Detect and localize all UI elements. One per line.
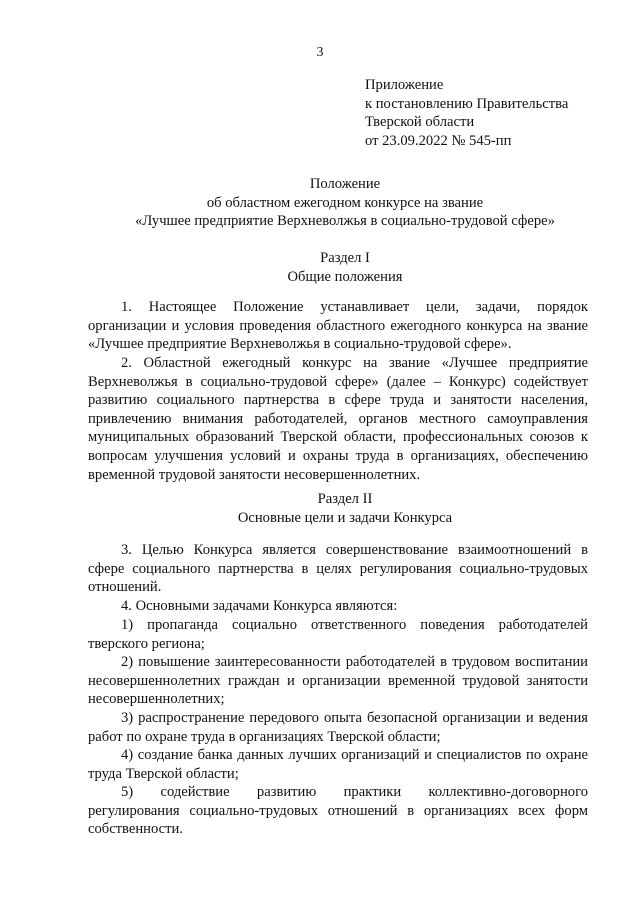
appendix-block <box>365 76 568 150</box>
page-number: 3 <box>316 45 324 60</box>
list-item: 3) распространение передового опыта безопасной организации и ведения работ по охране труда в организациях Тверской области; <box>88 710 588 745</box>
section-2-heading <box>96 490 594 528</box>
title-line: об областном ежегодном конкурсе на звание <box>206 194 484 211</box>
title-line: Положение <box>309 176 381 192</box>
paragraph: 2. Областной ежегодный конкурс на звание «Лучшее предприятие Верхневолжья в социально-трудовой сфере» (далее – Конкурс) содействует развитию социального партнерства в сфере труда и занятости населения, привлечению внимания работодателей, органов местного самоуправления муниципальных образований Тверской области, профессиональных союзов к вопросам улучшения условий и охраны труда в организациях, обеспечению временной трудовой занятости несовершеннолетних. <box>88 355 588 483</box>
section-1-heading <box>96 249 594 287</box>
section-name: Общие положения <box>287 268 403 285</box>
document-title <box>96 175 594 231</box>
appendix-line: Тверской области <box>365 114 475 131</box>
list-item: 5) содействие развитию практики коллективно-договорного регулирования социально-трудовых отношений в организациях всех форм собственности. <box>88 784 588 838</box>
paragraph: 3. Целью Конкурса является совершенствование взаимоотношений в сфере социального партнерства в целях регулирования социально-трудовых отношений. <box>88 542 588 596</box>
list-item: 2) повышение заинтересованности работодателей в трудовом воспитании несовершеннолетних граждан и организации временной трудовой занятости несовершеннолетних; <box>88 654 588 708</box>
paragraph: 1. Настоящее Положение устанавливает цели, задачи, порядок организации и условия проведения областного ежегодного конкурса на звание «Лучшее предприятие Верхневолжья в социально-трудовой сфере». <box>88 299 588 353</box>
paragraph: 4. Основными задачами Конкурса являются: <box>121 598 398 614</box>
list-item: 4) создание банка данных лучших организаций и специалистов по охране труда Тверской области; <box>88 747 588 782</box>
section-number: Раздел I <box>320 250 370 266</box>
title-line: «Лучшее предприятие Верхневолжья в социально-трудовой сфере» <box>135 213 555 230</box>
appendix-line: от 23.09.2022 № 545-пп <box>365 132 512 149</box>
appendix-line: Приложение <box>365 77 444 93</box>
list-item: 1) пропаганда социально ответственного поведения работодателей тверского региона; <box>88 617 588 652</box>
section-number: Раздел II <box>317 491 373 507</box>
appendix-line: к постановлению Правительства <box>365 95 569 112</box>
section-name: Основные цели и задачи Конкурса <box>237 509 453 526</box>
